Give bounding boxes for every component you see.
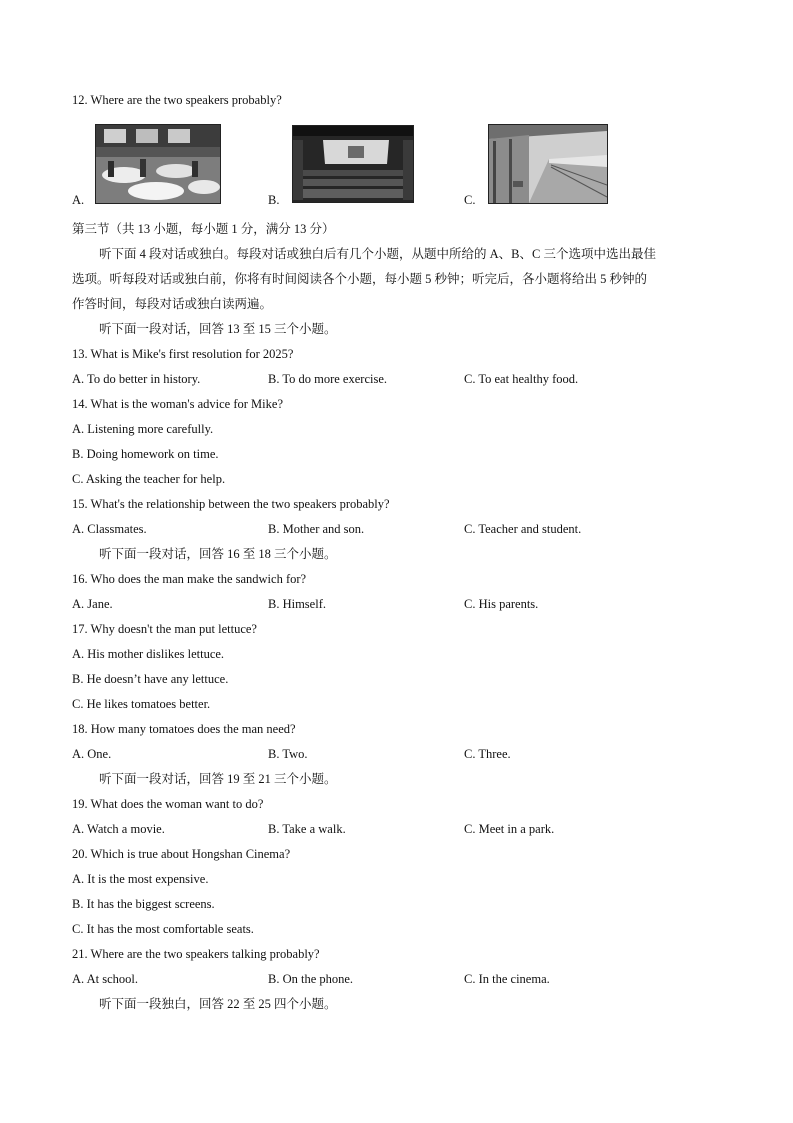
q17-option-a: A. His mother dislikes lettuce. [72,647,225,661]
q20-option-b: B. It has the biggest screens. [72,897,215,911]
q14-option-a: A. Listening more carefully. [72,422,214,436]
question-16: 16. Who does the man make the sandwich for? [72,572,307,586]
question-17: 17. Why doesn't the man put lettuce? [72,622,257,636]
option-a-label: A. [72,193,85,207]
q16-option-a: A. Jane. [72,597,113,611]
question-12: 12. Where are the two speakers probably? [72,93,282,107]
q14-option-b: B. Doing homework on time. [72,447,219,461]
option-c-label: C. [464,193,476,207]
cinema-photo [292,125,414,203]
q18-option-a: A. One. [72,747,112,761]
q18-option-b: B. Two. [268,747,308,761]
q17-option-c: C. He likes tomatoes better. [72,697,211,711]
question-13: 13. What is Mike's first resolution for 2025? [72,347,294,361]
q15-option-b: B. Mother and son. [268,522,365,536]
option-b-label: B. [268,193,280,207]
q17-option-b: B. He doesn’t have any lettuce. [72,672,229,686]
instruction-line-1: 听下面 4 段对话或独白。每段对话或独白后有几个小题，从题中所给的 A、B、C 三个选项中选出最佳 [99,247,656,261]
q16-option-c: C. His parents. [464,597,539,611]
q13-option-c: C. To eat healthy food. [464,372,579,386]
q15-option-a: A. Classmates. [72,522,147,536]
q20-option-c: C. It has the most comfortable seats. [72,922,254,936]
q19-option-c: C. Meet in a park. [464,822,555,836]
question-19: 19. What does the woman want to do? [72,797,264,811]
q13-option-b: B. To do more exercise. [268,372,388,386]
q21-option-c: C. In the cinema. [464,972,550,986]
instruction-line-3: 作答时间，每段对话或独白读两遍。 [72,297,273,311]
q19-option-b: B. Take a walk. [268,822,346,836]
restaurant-photo [95,124,221,204]
q18-option-c: C. Three. [464,747,511,761]
q20-option-a: A. It is the most expensive. [72,872,209,886]
instruction-line-2: 选项。听每段对话或独白前，你将有时间阅读各个小题，每小题 5 秒钟；听完后，各小题将给出 5 秒钟的 [72,272,648,286]
monologue-intro: 听下面一段独白，回答 22 至 25 四个小题。 [99,997,337,1011]
q14-option-c: C. Asking the teacher for help. [72,472,226,486]
dialog-intro: 听下面一段对话，回答 13 至 15 三个小题。 [99,322,337,336]
train-station-photo [488,124,608,204]
q21-option-a: A. At school. [72,972,138,986]
question-20: 20. Which is true about Hongshan Cinema? [72,847,291,861]
q15-option-c: C. Teacher and student. [464,522,582,536]
section-heading: 第三节（共 13 小题，每小题 1 分，满分 13 分） [72,222,335,236]
question-15: 15. What's the relationship between the two speakers probably? [72,497,390,511]
q21-option-b: B. On the phone. [268,972,354,986]
q16-option-b: B. Himself. [268,597,326,611]
dialog-intro: 听下面一段对话，回答 19 至 21 三个小题。 [99,772,337,786]
question-18: 18. How many tomatoes does the man need? [72,722,296,736]
q19-option-a: A. Watch a movie. [72,822,165,836]
question-14: 14. What is the woman's advice for Mike? [72,397,283,411]
q13-option-a: A. To do better in history. [72,372,201,386]
question-21: 21. Where are the two speakers talking probably? [72,947,320,961]
dialog-intro: 听下面一段对话，回答 16 至 18 三个小题。 [99,547,337,561]
